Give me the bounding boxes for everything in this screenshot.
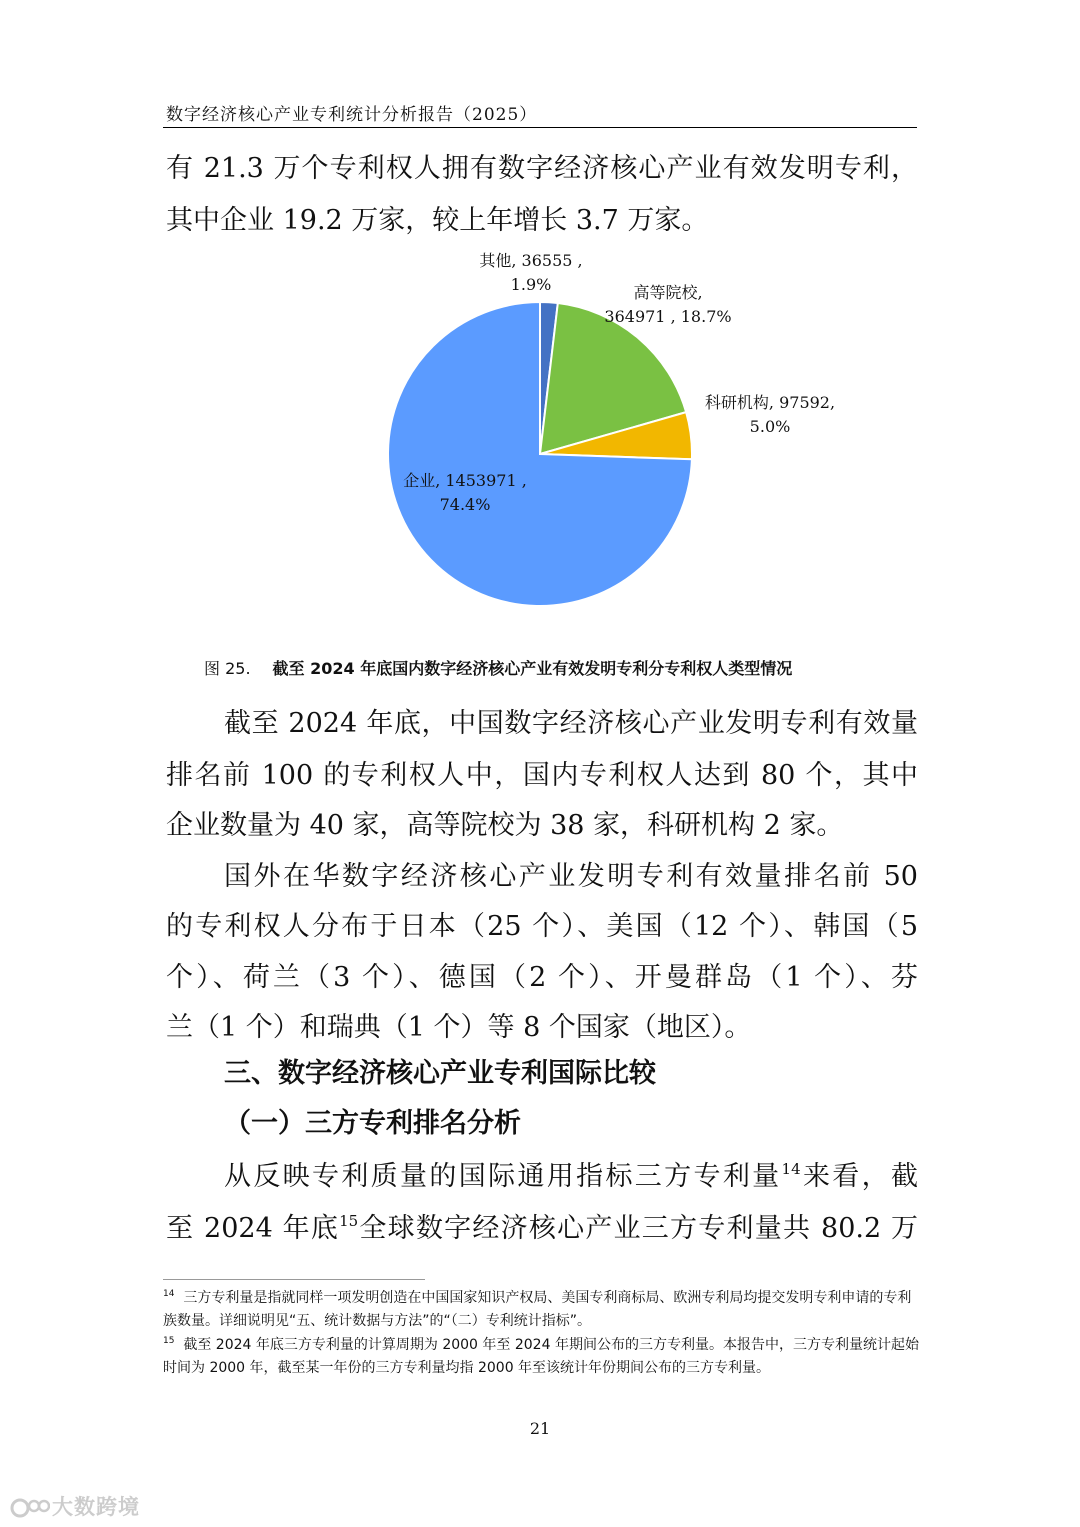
para3-line-1: 从反映专利质量的国际通用指标三方专利量$^{14}$来看，截 — [224, 1160, 918, 1192]
pie-slices — [388, 302, 692, 606]
section-heading: 三、数字经济核心产业专利国际比较 — [224, 1058, 656, 1089]
figure-number: 图 25. — [204, 659, 251, 678]
para2-line-2: 的专利权人分布于日本（25 个）、美国（12 个）、韩国（5 — [166, 911, 918, 942]
label-other-line1: 其他, 36555 , — [479, 251, 583, 270]
footnote-14: $^{14}$ 三方专利量是指就同样一项发明创造在中国国家知识产权局、美国专利商标局、欧洲专利局均提交发明专利申请的专利族数量。详细说明见“五、统计数据与方法”的“（二）专利统计指标”。 — [163, 1289, 912, 1329]
footnote-ref-14: 14 — [781, 1160, 801, 1178]
figure-caption-text: 截至 2024 年底国内数字经济核心产业有效发明专利分专利权人类型情况 — [272, 659, 793, 678]
label-enterprise-line1: 企业, 1453971 , — [403, 471, 527, 490]
label-university-line1: 高等院校, — [633, 283, 703, 302]
footnote-15: $^{15}$ 截至 2024 年底三方专利量的计算周期为 2000 年至 2024 年期间公布的三方专利量。本报告中，三方专利量统计起始时间为 2000 年，截至某一年份的三方专利量均指 2000 年至该统计年份期间公布的三方专利量。 — [163, 1336, 919, 1376]
para2-line-3: 个）、荷兰（3 个）、德国（2 个）、开曼群岛（1 个）、芬 — [166, 962, 918, 993]
footnote-rule — [163, 1279, 425, 1280]
intro-line-2: 其中企业 19.2 万家，较上年增长 3.7 万家。 — [166, 205, 709, 236]
para1-line-2: 排名前 100 的专利权人中，国内专利权人达到 80 个，其中 — [166, 760, 918, 791]
para3-line-2: 至 2024 年底$^{15}$全球数字经济核心产业三方专利量共 80.2 万 — [166, 1212, 918, 1244]
pie-chart — [0, 0, 1080, 650]
label-other-line2: 1.9% — [510, 275, 552, 294]
label-research-line1: 科研机构, 97592, — [704, 393, 836, 412]
running-header: 数字经济核心产业专利统计分析报告（2025） — [166, 105, 538, 125]
para1-line-1: 截至 2024 年底，中国数字经济核心产业发明专利有效量 — [224, 708, 918, 739]
watermark: 大数跨境 — [10, 1491, 140, 1521]
para2-line-4: 兰（1 个）和瑞典（1 个）等 8 个国家（地区）。 — [166, 1012, 752, 1043]
watermark-logo-icon — [10, 1495, 50, 1521]
para1-line-3: 企业数量为 40 家，高等院校为 38 家，科研机构 2 家。 — [166, 810, 844, 841]
intro-line-1: 有 21.3 万个专利权人拥有数字经济核心产业有效发明专利， — [166, 153, 918, 184]
label-university-line2: 364971 , 18.7% — [604, 307, 732, 326]
figure-caption — [204, 656, 792, 679]
footnote-ref-15: 15 — [339, 1212, 359, 1230]
page-number: 21 — [529, 1419, 551, 1438]
subsection-heading: （一）三方专利排名分析 — [224, 1108, 521, 1139]
para2-line-1: 国外在华数字经济核心产业发明专利有效量排名前 50 — [224, 861, 918, 892]
label-enterprise-line2: 74.4% — [439, 495, 491, 514]
label-research-line2: 5.0% — [749, 417, 791, 436]
